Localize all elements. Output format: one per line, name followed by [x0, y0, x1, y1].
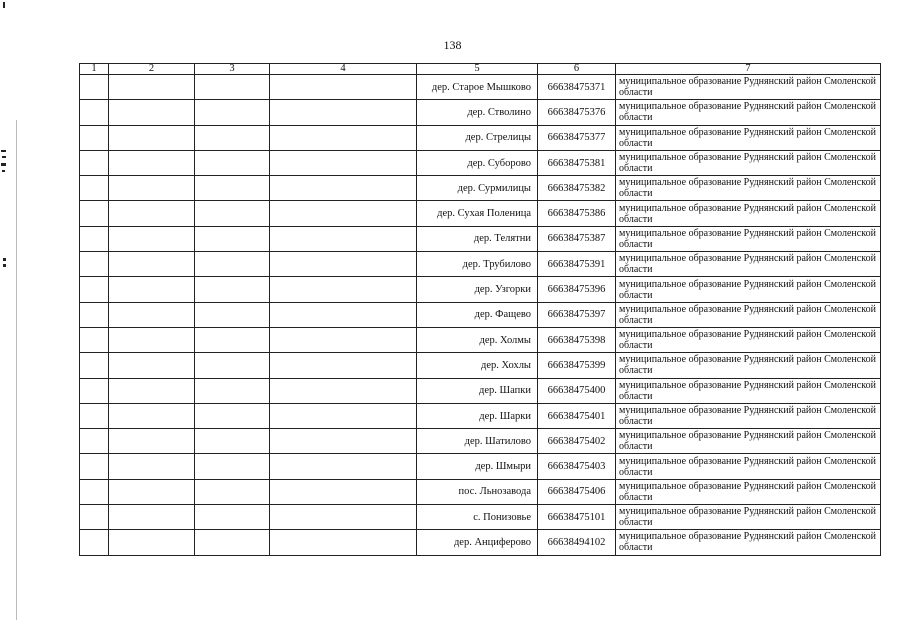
table-body [80, 75, 881, 556]
empty-cell-col-3 [195, 277, 270, 302]
municipality-cell: муниципальное образование Руднянский район Смоленской области [616, 479, 881, 504]
empty-cell-col-2 [109, 150, 195, 175]
scan-edge-marks [0, 0, 18, 640]
municipality-cell: муниципальное образование Руднянский район Смоленской области [616, 252, 881, 277]
oktmo-code-cell: 66638475402 [538, 429, 616, 454]
municipality-cell: муниципальное образование Руднянский район Смоленской области [616, 530, 881, 555]
table-row [80, 353, 881, 378]
oktmo-code-cell: 66638475101 [538, 505, 616, 530]
empty-cell-col-1 [80, 327, 109, 352]
empty-cell-col-3 [195, 252, 270, 277]
empty-cell-col-3 [195, 176, 270, 201]
empty-cell-col-4 [270, 479, 417, 504]
municipality-cell: муниципальное образование Руднянский район Смоленской области [616, 100, 881, 125]
empty-cell-col-2 [109, 505, 195, 530]
column-header-3: 3 [195, 64, 270, 75]
empty-cell-col-4 [270, 429, 417, 454]
oktmo-code-cell: 66638475406 [538, 479, 616, 504]
column-header-7: 7 [616, 64, 881, 75]
oktmo-code-cell: 66638475401 [538, 403, 616, 428]
settlement-name-cell: дер. Сухая Поленица [417, 201, 538, 226]
empty-cell-col-2 [109, 176, 195, 201]
municipality-cell: муниципальное образование Руднянский район Смоленской области [616, 454, 881, 479]
settlement-name-cell: дер. Телятни [417, 226, 538, 251]
oktmo-code-cell: 66638475399 [538, 353, 616, 378]
empty-cell-col-1 [80, 505, 109, 530]
municipality-cell: муниципальное образование Руднянский район Смоленской области [616, 353, 881, 378]
municipality-cell: муниципальное образование Руднянский район Смоленской области [616, 277, 881, 302]
settlement-name-cell: дер. Суборово [417, 150, 538, 175]
empty-cell-col-4 [270, 277, 417, 302]
empty-cell-col-2 [109, 403, 195, 428]
settlement-name-cell: дер. Узгорки [417, 277, 538, 302]
table-row [80, 176, 881, 201]
empty-cell-col-2 [109, 429, 195, 454]
settlement-name-cell: дер. Трубилово [417, 252, 538, 277]
empty-cell-col-1 [80, 201, 109, 226]
empty-cell-col-1 [80, 277, 109, 302]
oktmo-code-cell: 66638475398 [538, 327, 616, 352]
settlement-name-cell: дер. Шатилово [417, 429, 538, 454]
empty-cell-col-3 [195, 454, 270, 479]
settlement-name-cell: дер. Старое Мышково [417, 75, 538, 100]
settlement-name-cell: с. Понизовье [417, 505, 538, 530]
settlement-name-cell: дер. Шарки [417, 403, 538, 428]
table-row [80, 252, 881, 277]
empty-cell-col-1 [80, 252, 109, 277]
empty-cell-col-2 [109, 252, 195, 277]
empty-cell-col-3 [195, 378, 270, 403]
table-row [80, 530, 881, 555]
empty-cell-col-2 [109, 302, 195, 327]
table-row [80, 125, 881, 150]
settlement-name-cell: дер. Фащево [417, 302, 538, 327]
empty-cell-col-2 [109, 479, 195, 504]
settlement-name-cell: дер. Шмыри [417, 454, 538, 479]
municipality-cell: муниципальное образование Руднянский район Смоленской области [616, 201, 881, 226]
header-row [80, 64, 881, 75]
empty-cell-col-2 [109, 378, 195, 403]
empty-cell-col-4 [270, 75, 417, 100]
settlement-name-cell: дер. Анциферово [417, 530, 538, 555]
municipality-cell: муниципальное образование Руднянский район Смоленской области [616, 327, 881, 352]
empty-cell-col-2 [109, 454, 195, 479]
empty-cell-col-4 [270, 302, 417, 327]
empty-cell-col-1 [80, 150, 109, 175]
table-row [80, 150, 881, 175]
empty-cell-col-4 [270, 252, 417, 277]
settlement-name-cell: дер. Сурмилицы [417, 176, 538, 201]
settlement-name-cell: дер. Хохлы [417, 353, 538, 378]
empty-cell-col-3 [195, 505, 270, 530]
empty-cell-col-1 [80, 302, 109, 327]
empty-cell-col-4 [270, 378, 417, 403]
empty-cell-col-1 [80, 378, 109, 403]
empty-cell-col-4 [270, 353, 417, 378]
oktmo-code-cell: 66638475400 [538, 378, 616, 403]
table-row [80, 201, 881, 226]
municipality-cell: муниципальное образование Руднянский район Смоленской области [616, 75, 881, 100]
empty-cell-col-3 [195, 479, 270, 504]
empty-cell-col-1 [80, 100, 109, 125]
settlement-name-cell: дер. Стволино [417, 100, 538, 125]
empty-cell-col-2 [109, 100, 195, 125]
empty-cell-col-1 [80, 454, 109, 479]
oktmo-code-cell: 66638475403 [538, 454, 616, 479]
table-row [80, 378, 881, 403]
column-header-4: 4 [270, 64, 417, 75]
empty-cell-col-1 [80, 75, 109, 100]
oktmo-code-cell: 66638475381 [538, 150, 616, 175]
empty-cell-col-3 [195, 75, 270, 100]
settlements-table [79, 63, 881, 556]
empty-cell-col-4 [270, 226, 417, 251]
empty-cell-col-2 [109, 353, 195, 378]
empty-cell-col-4 [270, 327, 417, 352]
empty-cell-col-2 [109, 75, 195, 100]
empty-cell-col-3 [195, 530, 270, 555]
settlement-name-cell: дер. Шапки [417, 378, 538, 403]
table-row [80, 479, 881, 504]
table-row [80, 226, 881, 251]
municipality-cell: муниципальное образование Руднянский район Смоленской области [616, 378, 881, 403]
empty-cell-col-2 [109, 226, 195, 251]
table-row [80, 302, 881, 327]
empty-cell-col-3 [195, 125, 270, 150]
municipality-cell: муниципальное образование Руднянский район Смоленской области [616, 125, 881, 150]
oktmo-code-cell: 66638475377 [538, 125, 616, 150]
empty-cell-col-4 [270, 201, 417, 226]
empty-cell-col-4 [270, 530, 417, 555]
empty-cell-col-3 [195, 429, 270, 454]
column-header-6: 6 [538, 64, 616, 75]
empty-cell-col-1 [80, 429, 109, 454]
municipality-cell: муниципальное образование Руднянский район Смоленской области [616, 403, 881, 428]
oktmo-code-cell: 66638475397 [538, 302, 616, 327]
empty-cell-col-1 [80, 176, 109, 201]
empty-cell-col-3 [195, 150, 270, 175]
empty-cell-col-2 [109, 327, 195, 352]
column-header-5: 5 [417, 64, 538, 75]
oktmo-code-cell: 66638475371 [538, 75, 616, 100]
empty-cell-col-1 [80, 353, 109, 378]
settlement-name-cell: дер. Стрелицы [417, 125, 538, 150]
empty-cell-col-4 [270, 125, 417, 150]
table-row [80, 100, 881, 125]
table-row [80, 429, 881, 454]
oktmo-code-cell: 66638475391 [538, 252, 616, 277]
empty-cell-col-1 [80, 530, 109, 555]
municipality-cell: муниципальное образование Руднянский район Смоленской области [616, 176, 881, 201]
empty-cell-col-3 [195, 353, 270, 378]
empty-cell-col-2 [109, 530, 195, 555]
empty-cell-col-1 [80, 226, 109, 251]
empty-cell-col-1 [80, 125, 109, 150]
oktmo-code-cell: 66638475387 [538, 226, 616, 251]
empty-cell-col-3 [195, 226, 270, 251]
empty-cell-col-4 [270, 505, 417, 530]
table-row [80, 75, 881, 100]
settlement-name-cell: пос. Льнозавода [417, 479, 538, 504]
empty-cell-col-3 [195, 327, 270, 352]
municipality-cell: муниципальное образование Руднянский район Смоленской области [616, 226, 881, 251]
table-row [80, 327, 881, 352]
settlements-table-wrapper [79, 63, 881, 556]
table-row [80, 403, 881, 428]
column-header-1: 1 [80, 64, 109, 75]
empty-cell-col-3 [195, 201, 270, 226]
oktmo-code-cell: 66638475396 [538, 277, 616, 302]
empty-cell-col-2 [109, 125, 195, 150]
empty-cell-col-4 [270, 100, 417, 125]
empty-cell-col-1 [80, 403, 109, 428]
oktmo-code-cell: 66638475382 [538, 176, 616, 201]
oktmo-code-cell: 66638475386 [538, 201, 616, 226]
page-number: 138 [443, 38, 462, 52]
column-header-2: 2 [109, 64, 195, 75]
empty-cell-col-3 [195, 403, 270, 428]
empty-cell-col-3 [195, 302, 270, 327]
municipality-cell: муниципальное образование Руднянский район Смоленской области [616, 302, 881, 327]
empty-cell-col-2 [109, 277, 195, 302]
empty-cell-col-2 [109, 201, 195, 226]
empty-cell-col-4 [270, 150, 417, 175]
table-row [80, 505, 881, 530]
empty-cell-col-4 [270, 403, 417, 428]
empty-cell-col-4 [270, 176, 417, 201]
municipality-cell: муниципальное образование Руднянский район Смоленской области [616, 150, 881, 175]
settlement-name-cell: дер. Холмы [417, 327, 538, 352]
empty-cell-col-4 [270, 454, 417, 479]
table-row [80, 454, 881, 479]
empty-cell-col-3 [195, 100, 270, 125]
empty-cell-col-1 [80, 479, 109, 504]
municipality-cell: муниципальное образование Руднянский район Смоленской области [616, 505, 881, 530]
table-row [80, 277, 881, 302]
oktmo-code-cell: 66638494102 [538, 530, 616, 555]
municipality-cell: муниципальное образование Руднянский район Смоленской области [616, 429, 881, 454]
oktmo-code-cell: 66638475376 [538, 100, 616, 125]
